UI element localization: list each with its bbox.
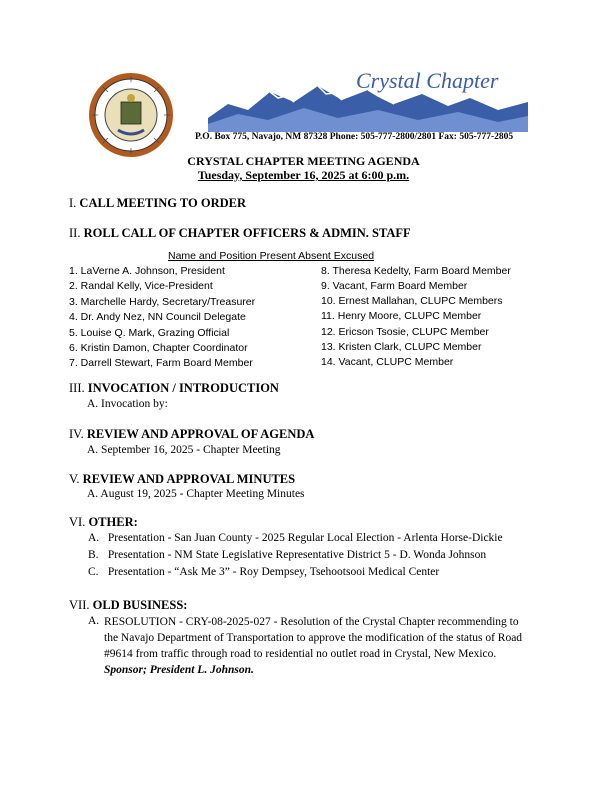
section-title: CALL MEETING TO ORDER bbox=[79, 196, 247, 210]
banner-title: Crystal Chapter bbox=[356, 68, 499, 93]
agenda-title: CRYSTAL CHAPTER MEETING AGENDA bbox=[187, 154, 420, 168]
resolution-item bbox=[104, 614, 534, 678]
roll-call-member: 11. Henry Moore, CLUPC Member bbox=[321, 310, 482, 322]
roll-call-member: 13. Kristen Clark, CLUPC Member bbox=[321, 341, 482, 353]
roll-call-member: 7. Darrell Stewart, Farm Board Member bbox=[69, 357, 253, 369]
roll-call-member: 2. Randal Kelly, Vice-President bbox=[69, 280, 213, 292]
resolution-text: RESOLUTION - CRY-08-2025-027 - Resolution of the Crystal Chapter recommending to the Navajo Department of Transportation to approve the modification of the status of Road #9614 from traffic through road to residential no outlet road in Crystal, New Mexico. bbox=[104, 616, 523, 660]
item-label: A. bbox=[88, 615, 100, 627]
section-title: OTHER: bbox=[88, 515, 138, 529]
roll-call-member: 1. LaVerne A. Johnson, President bbox=[69, 265, 225, 277]
section-roll-call bbox=[69, 226, 411, 241]
section-old-business bbox=[69, 598, 187, 613]
section-number: IV. bbox=[69, 427, 84, 441]
item-label: C. bbox=[88, 566, 99, 578]
section-minutes-approval bbox=[69, 472, 295, 487]
section-title: OLD BUSINESS: bbox=[92, 598, 188, 612]
roll-call-member: 12. Ericson Tsosie, CLUPC Member bbox=[321, 326, 489, 338]
roll-call-member: 6. Kristin Damon, Chapter Coordinator bbox=[69, 342, 248, 354]
section-number: III. bbox=[69, 381, 85, 395]
agenda-item bbox=[88, 566, 439, 578]
section-agenda-approval bbox=[69, 427, 314, 442]
section-number: VI. bbox=[69, 515, 86, 529]
roll-call-member: 8. Theresa Kedelty, Farm Board Member bbox=[321, 265, 511, 277]
crystal-mountains-banner bbox=[208, 66, 528, 132]
section-title: REVIEW AND APPROVAL OF AGENDA bbox=[86, 427, 315, 441]
agenda-item: A. August 19, 2025 - Chapter Meeting Minutes bbox=[87, 488, 305, 500]
section-number: II. bbox=[69, 226, 81, 240]
navajo-nation-seal-logo bbox=[88, 72, 174, 158]
section-number: VII. bbox=[69, 598, 90, 612]
section-title: INVOCATION / INTRODUCTION bbox=[87, 381, 279, 395]
resolution-sponsor: Sponsor; President L. Johnson. bbox=[104, 664, 254, 676]
roll-call-member: 14. Vacant, CLUPC Member bbox=[321, 356, 454, 368]
roll-call-member: 5. Louise Q. Mark, Grazing Official bbox=[69, 327, 230, 339]
section-invocation bbox=[69, 381, 279, 396]
letterhead-contact-info: P.O. Box 775, Navajo, NM 87328 Phone: 505-777-2800/2801 Fax: 505-777-2805 bbox=[195, 132, 514, 142]
item-text: Presentation - San Juan County - 2025 Regular Local Election - Arlenta Horse-Dickie bbox=[107, 532, 503, 544]
item-label: B. bbox=[88, 549, 99, 561]
roll-call-header: Name and Position Present Absent Excused bbox=[168, 250, 375, 262]
section-call-to-order bbox=[69, 196, 246, 211]
roll-call-member: 9. Vacant, Farm Board Member bbox=[321, 280, 468, 292]
agenda-item bbox=[88, 549, 486, 561]
roll-call-member: 10. Ernest Mallahan, CLUPC Members bbox=[321, 295, 503, 307]
roll-call-member: 3. Marchelle Hardy, Secretary/Treasurer bbox=[69, 296, 256, 308]
agenda-item: A. Invocation by: bbox=[87, 398, 168, 410]
agenda-item: A. September 16, 2025 - Chapter Meeting bbox=[87, 444, 281, 456]
item-text: Presentation - “Ask Me 3” - Roy Dempsey, Tsehootsooi Medical Center bbox=[107, 566, 440, 578]
roll-call-member: 4. Dr. Andy Nez, NN Council Delegate bbox=[69, 311, 246, 323]
agenda-date: Tuesday, September 16, 2025 at 6:00 p.m. bbox=[197, 168, 410, 182]
agenda-item bbox=[88, 532, 503, 544]
section-other bbox=[69, 515, 138, 530]
section-number: V. bbox=[69, 472, 80, 486]
section-title: ROLL CALL OF CHAPTER OFFICERS & ADMIN. STAFF bbox=[83, 226, 411, 240]
section-title: REVIEW AND APPROVAL MINUTES bbox=[82, 472, 296, 486]
item-label: A. bbox=[88, 532, 100, 544]
item-text: Presentation - NM State Legislative Representative District 5 - D. Wonda Johnson bbox=[107, 549, 487, 561]
section-number: I. bbox=[69, 196, 77, 210]
